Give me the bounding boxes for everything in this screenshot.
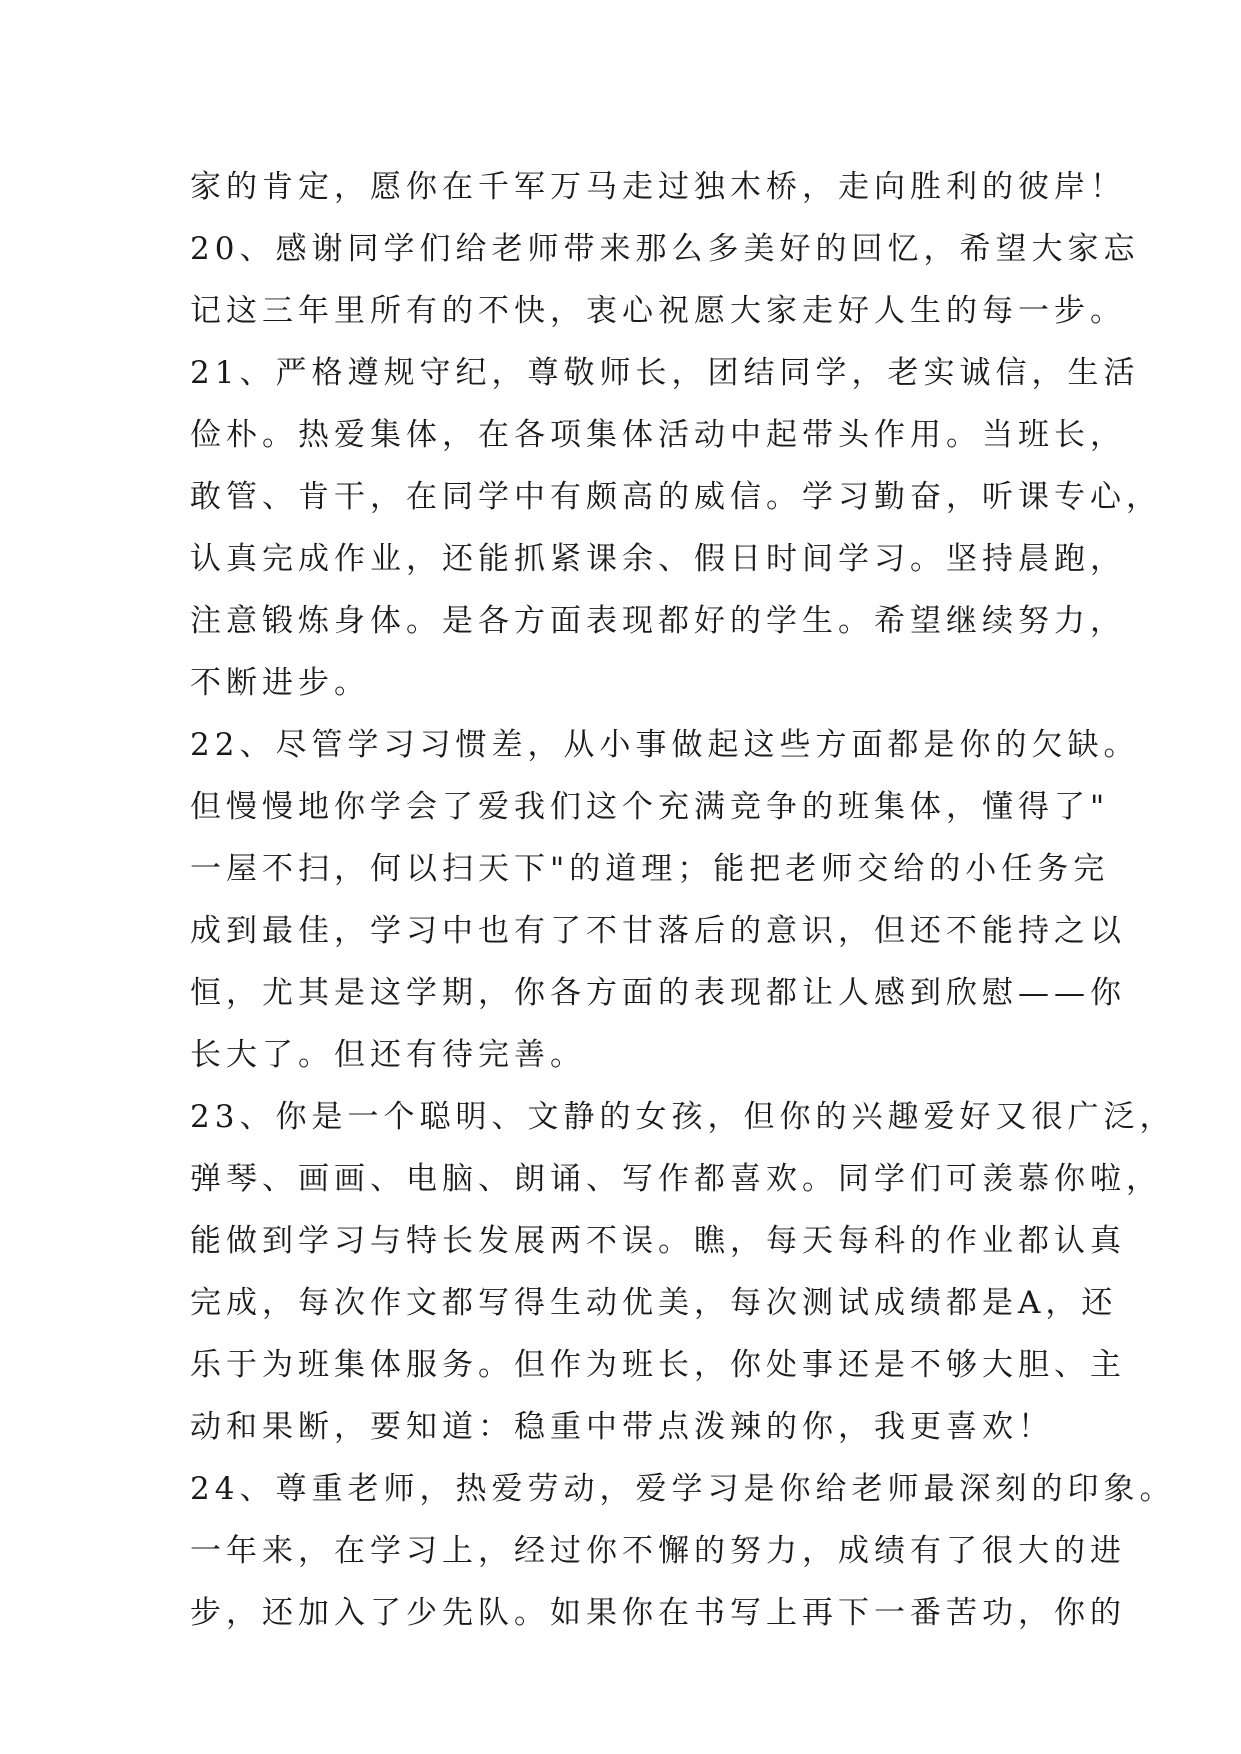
text-line: 注意锻炼身体。是各方面表现都好的学生。希望继续努力， [190, 603, 1126, 639]
text-line: 一年来，在学习上，经过你不懈的努力，成绩有了很大的进 [190, 1533, 1126, 1569]
text-line: 21、严格遵规守纪，尊敬师长，团结同学，老实诚信，生活 [190, 355, 1140, 391]
text-line: 不断进步。 [190, 665, 370, 701]
text-line: 步，还加入了少先队。如果你在书写上再下一番苦功，你的 [190, 1595, 1126, 1631]
text-line: 24、尊重老师，热爱劳动，爱学习是你给老师最深刻的印象。 [190, 1471, 1176, 1507]
text-line: 22、尽管学习习惯差，从小事做起这些方面都是你的欠缺。 [190, 727, 1140, 763]
text-line: 记这三年里所有的不快，衷心祝愿大家走好人生的每一步。 [190, 293, 1126, 329]
text-line: 完成，每次作文都写得生动优美，每次测试成绩都是A，还 [190, 1285, 1118, 1321]
text-line: 弹琴、画画、电脑、朗诵、写作都喜欢。同学们可羡慕你啦， [190, 1161, 1162, 1197]
text-line: 长大了。但还有待完善。 [190, 1037, 586, 1073]
text-line: 成到最佳，学习中也有了不甘落后的意识，但还不能持之以 [190, 913, 1126, 949]
text-line: 20、感谢同学们给老师带来那么多美好的回忆，希望大家忘 [190, 231, 1140, 267]
text-line: 敢管、肯干，在同学中有颇高的威信。学习勤奋，听课专心， [190, 479, 1162, 515]
text-line: 家的肯定，愿你在千军万马走过独木桥，走向胜利的彼岸！ [190, 169, 1126, 205]
text-line: 认真完成作业，还能抓紧课余、假日时间学习。坚持晨跑， [190, 541, 1126, 577]
text-line: 能做到学习与特长发展两不误。瞧，每天每科的作业都认真 [190, 1223, 1126, 1259]
text-line: 23、你是一个聪明、文静的女孩，但你的兴趣爱好又很广泛， [190, 1099, 1176, 1135]
text-line: 俭朴。热爱集体，在各项集体活动中起带头作用。当班长， [190, 417, 1126, 453]
document-body [190, 156, 1176, 1644]
text-line: 一屋不扫，何以扫天下"的道理；能把老师交给的小任务完 [190, 851, 1110, 887]
text-line: 乐于为班集体服务。但作为班长，你处事还是不够大胆、主 [190, 1347, 1126, 1383]
text-line: 但慢慢地你学会了爱我们这个充满竞争的班集体，懂得了" [190, 789, 1110, 825]
text-line: 恒，尤其是这学期，你各方面的表现都让人感到欣慰——你 [190, 975, 1126, 1011]
text-line: 动和果断，要知道：稳重中带点泼辣的你，我更喜欢！ [190, 1409, 1054, 1445]
